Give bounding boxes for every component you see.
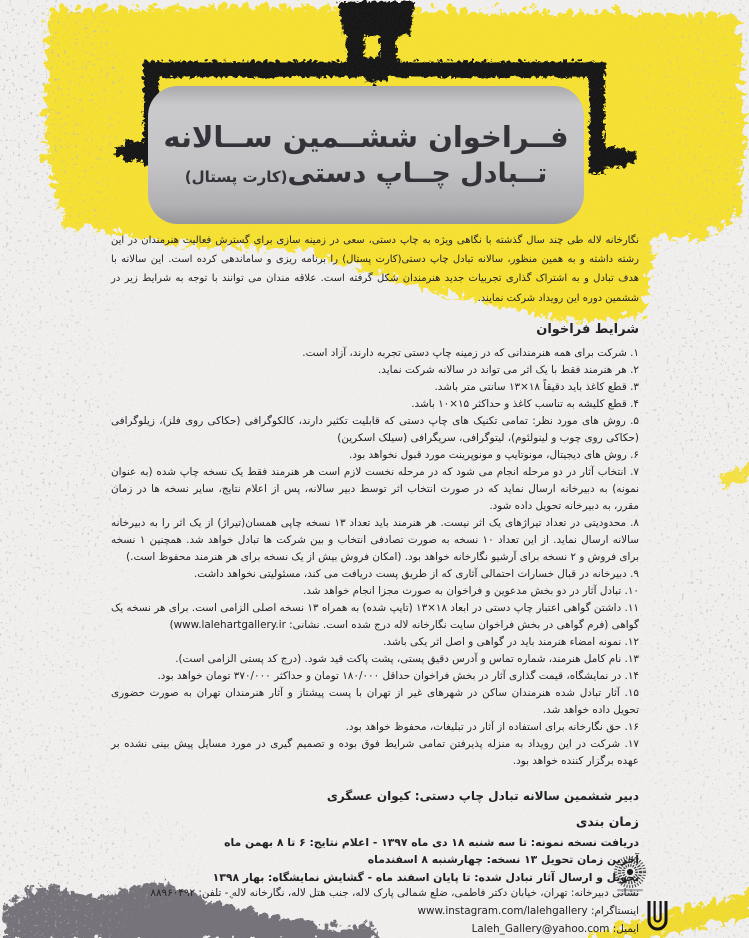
condition-item: ۷. انتخاب آثار در دو مرحله انجام می شود که در مرحله نخست لازم است هر هنرمند فقط یک نسخه چاپ شده (به عنوان نمونه) به دبیرخانه ارسال نماید که در صورت انتخاب اثر توسط دبیر سالانه، پس از اعلام نتایج، سایر نسخه ها در زمان مقرر، به دبیرخانه تحویل داده شود. (111, 466, 639, 512)
condition-item: ۱۴. در نمایشگاه، قیمت گذاری آثار در بخش فراخوان حداقل ۱۸۰/۰۰۰ تومان و حداکثر ۳۷۰/۰۰۰ تومان خواهد بود. (157, 670, 639, 682)
condition-item: ۸. محدودیتی در تعداد تیراژهای یک اثر نیست. هر هنرمند باید تعداد ۱۳ نسخه چاپی همسان(تیراژ) از یک اثر را به دبیرخانه سالانه ارسال نماید. از این تعداد ۱۰ نسخه به صورت تصادفی انتخاب و بین شرکت ها تبادل خواهد شد. همچنین ۱ نسخه برای فروش و ۲ نسخه برای آرشیو نگارخانه خواهد بود. (امکان فروش بیش از یک نسخه برای هر هنرمند محفوظ است.) (111, 517, 639, 563)
condition-item: ۹. دبیرخانه در قبال خسارات احتمالی آثاری که از طریق پست دریافت می کند، مسئولیتی نخواهد داشت. (193, 568, 639, 580)
condition-item: ۲. هر هنرمند فقط با یک اثر می تواند در سالانه شرکت نماید. (377, 364, 639, 376)
director-line: دبیر ششمین سالانه تبادل چاپ دستی: کیوان عسگری (326, 789, 639, 803)
condition-item: ۴. قطع کلیشه به تناسب کاغذ و حداکثر ۱۵×۱۰ باشد. (411, 398, 639, 410)
email-label: ایمیل: (612, 923, 639, 935)
intro-paragraph: نگارخانه لاله طی چند سال گذشته با نگاهی ویژه به چاپ دستی، سعی در زمینه سازی برای گسترش فعالیت هنرمندان در این رشته داشته و به همین منظور، سالانه تبادل چاپ دستی(کارت پستال) را برنامه ریزی و ساماندهی کرده است. این سالانه با هدف تبادل و به اشتراک گذاری تجربیات جدید هنرمندان شکل گرفته است. علاقه مندان می توانند با توجه به شرایط زیر در ششمین دوره این رویداد شرکت نمایند. (111, 235, 639, 304)
schedule-heading: زمان بندی (575, 814, 639, 829)
condition-item: ۱۵. آثار تبادل شده هنرمندان ساکن در شهرهای غیر از تهران با پست پیشتاز و آثار هنرمندان تهران به صورت حضوری تحویل داده خواهد شد. (111, 687, 639, 716)
title-line-2-main: تــبادل چــاپ دستی (287, 157, 548, 189)
condition-item: ۵. روش های مورد نظر: تمامی تکنیک های چاپ دستی که قابلیت تکثیر دارند، کالکوگرافی (حکاکی روی فلز)، زیلوگرافی (حکاکی روی چوب و لینولئوم)، لیتوگرافی، سریگرافی (سیلک اسکرین) (111, 415, 639, 444)
title-line-2-paren: (کارت پستال) (184, 167, 288, 186)
condition-item: ۳. قطع کاغذ باید دقیقاً ۱۸×۱۳ سانتی متر باشد. (434, 381, 639, 393)
schedule-item: تحویل و ارسال آثار تبادل شده: تا پایان اسفند ماه - گشایش نمایشگاه: بهار ۱۳۹۸ (212, 870, 639, 884)
title-line-1: فــراخوان ششــمین ســالانه (163, 120, 569, 155)
instagram-line (111, 902, 639, 920)
title-line-2 (185, 156, 547, 191)
conditions-list (111, 345, 639, 770)
instagram-url: www.instagram.com/lalehgallery (417, 905, 588, 917)
condition-item: ۱۶. حق نگارخانه برای استفاده از آثار در تبلیغات، محفوظ خواهد بود. (345, 721, 639, 733)
condition-item: ۱۱. داشتن گواهی اعتبار چاپ دستی در ابعاد ۱۸×۱۳ (تایپ شده) به همراه ۱۳ نسخه اصلی الزامی است. برای هر نسخه یک گواهی (فرم گواهی در بخش فراخوان سایت نگارخانه لاله درج شده است. نشانی: www.lalehartgallery.ir) (111, 602, 639, 631)
email-line (111, 920, 639, 938)
condition-item: ۱۳. نام کامل هنرمند، شماره تماس و آدرس دقیق پستی، پشت پاکت قید شود. (درج کد پستی الزامی است). (175, 653, 639, 665)
condition-item: ۱۲. نمونه امضاء هنرمند باید در گواهی و اصل اثر یکی باشد. (383, 636, 639, 648)
email-address: Laleh_Gallery@yahoo.com (471, 923, 610, 935)
footer-contact (111, 884, 639, 938)
condition-item: ۱۷. شرکت در این رویداد به منزله پذیرفتن تمامی شرایط فوق بوده و تصمیم گیری در مورد مسایل پیش بینی نشده بر عهده برگزار کننده خواهد بود. (111, 738, 639, 767)
instagram-label: اینستاگرام: (591, 905, 639, 917)
condition-item: ۱. شرکت برای همه هنرمندانی که در زمینه چاپ دستی تجربه دارند، آزاد است. (302, 347, 639, 359)
schedule-item: دریافت نسخه نمونه: تا سه شنبه ۱۸ دی ماه ۱۳۹۷ - اعلام نتایج: ۶ تا ۸ بهمن ماه (224, 836, 639, 849)
condition-item: ۶. روش های دیجیتال، مونوتایپ و مونوپرینت مورد قبول نخواهد بود. (349, 449, 639, 461)
poster-title (148, 86, 584, 224)
condition-item: ۱۰. تبادل آثار در دو بخش مدعوین و فراخوان به صورت مجزا انجام خواهد شد. (303, 585, 639, 597)
schedule-list (111, 834, 639, 886)
conditions-heading: شرایط فراخوان (536, 322, 639, 337)
secretariat-address: نشانی دبیرخانه: تهران، خیابان دکتر فاطمی، ضلع شمالی پارک لاله، جنب هتل لاله، نگارخانه لاله - تلفن: ۸۸۹۶۰۴۹۲ (150, 887, 639, 899)
schedule-item: آخرین زمان تحویل ۱۳ نسخه: چهارشنبه ۸ اسفندماه (367, 853, 639, 867)
